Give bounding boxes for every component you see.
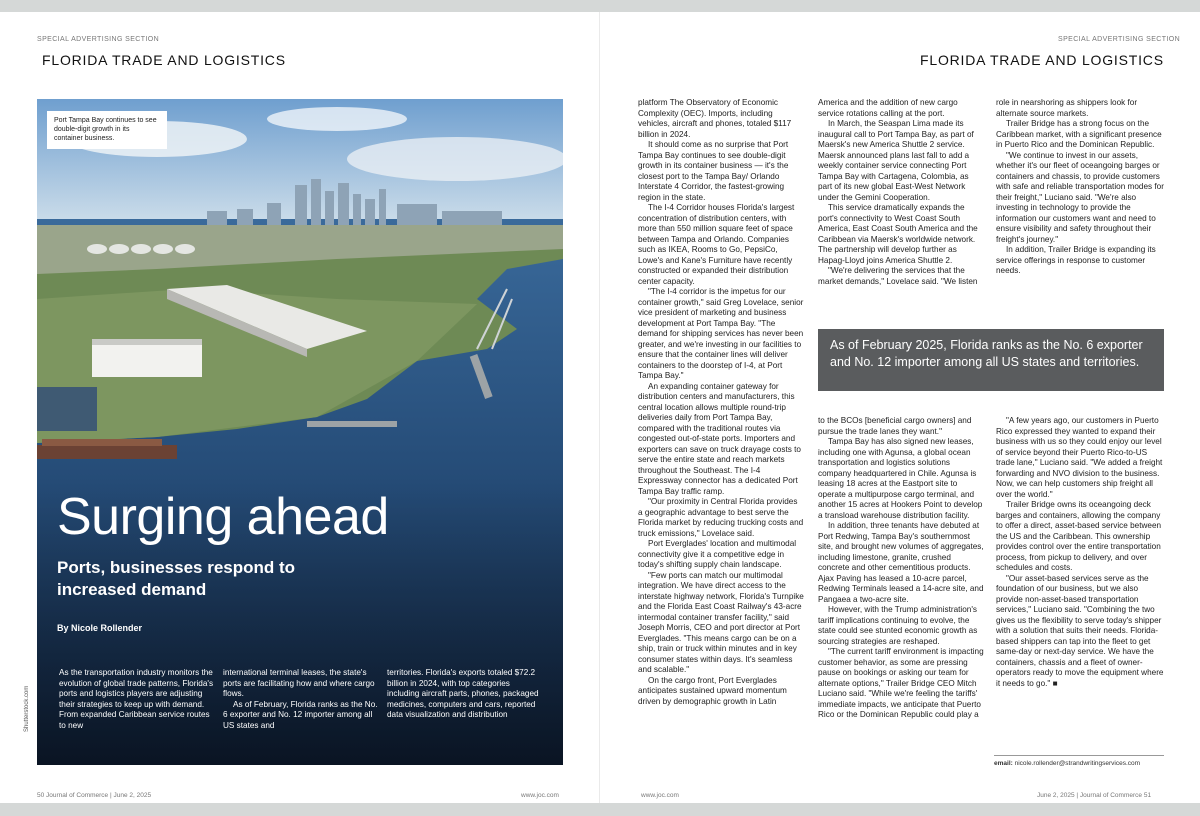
paragraph: "We're delivering the services that the market demands," Lovelace said. "We listen xyxy=(818,266,978,286)
article-column-3-top xyxy=(996,98,1164,277)
lead-paragraph: territories. Florida's exports totaled $72.2 billion in 2024, with top categories including aircraft parts, phones, packaged medicines, computers and cars, reported data visualization and distribution xyxy=(387,668,539,720)
paragraph: platform The Observatory of Economic Complexity (OEC). Imports, including vehicles, aircraft and phones, totaled $117 billion in 2024. xyxy=(638,98,792,139)
paragraph: role in nearshoring as shippers look for alternate source markets. xyxy=(996,98,1138,118)
lead-paragraph: As of February, Florida ranks as the No. 6 exporter and No. 12 importer among all US states and xyxy=(223,699,378,730)
paragraph: In addition, three tenants have debuted at Port Redwing, Tampa Bay's southernmost site, and brought new volumes of aggregates, including limestone, granite, crushed concrete and other cementitious products. Ajax Paving has leased a 10-acre parcel, Redwing Terminals leased a 14-acre site, and Pangaea a two-acre site. xyxy=(818,521,984,604)
right-page xyxy=(600,12,1200,803)
article-column-2-top xyxy=(818,98,984,287)
port-aerial-illustration xyxy=(37,99,563,765)
section-title: FLORIDA TRADE AND LOGISTICS xyxy=(920,52,1164,68)
paragraph: Trailer Bridge has a strong focus on the Caribbean market, with a significant presence in Puerto Rico and the Dominican Republic. xyxy=(996,119,1162,149)
section-title: FLORIDA TRADE AND LOGISTICS xyxy=(42,52,286,68)
paragraph: In March, the Seaspan Lima made its inaugural call to Port Tampa Bay, as part of Maersk's new America Shuttle 2 service. Maersk announced plans last fall to add a weekly container service connecting Port Tampa Bay with Cartagena, Colombia, as part of its new global East-West Network under the Gemini Cooperation. xyxy=(818,119,974,202)
lead-column-1 xyxy=(59,668,215,732)
lead-column-3 xyxy=(387,668,543,721)
photo-credit: Shutterstock.com xyxy=(24,685,30,732)
paragraph: However, with the Trump administration's tariff implications continuing to evolve, the state could see stunted economic growth as sourcing strategies are reshaped. xyxy=(818,605,978,646)
paragraph: "The current tariff environment is impacting customer behavior, as some are pressing pause on bookings or asking our team for alternate options," Trailer Bridge CEO Mitch Luciano said. "While we're feeling the tariffs' immediate impacts, we anticipate that Puerto Rico or the Dominican Republic could play a xyxy=(818,647,984,719)
top-frame-bar xyxy=(0,0,1200,12)
folio-url: www.joc.com xyxy=(641,792,679,799)
folio-right: June 2, 2025 | Journal of Commerce 51 xyxy=(1037,792,1152,799)
byline: By Nicole Rollender xyxy=(57,623,143,633)
paragraph: It should come as no surprise that Port Tampa Bay continues to see double-digit growth in its container business — it's the closest port to the Tampa Bay/ Orlando Interstate 4 Corridor, the fastest-growing region in the state. xyxy=(638,140,789,202)
paragraph: On the cargo front, Port Everglades anticipates sustained upward momentum driven by demographic growth in Latin xyxy=(638,675,787,706)
email-label: email: xyxy=(994,760,1013,767)
pull-quote: As of February 2025, Florida ranks as the No. 6 exporter and No. 12 importer among all US states and territories. xyxy=(818,329,1164,391)
left-page xyxy=(0,12,600,803)
paragraph: The I-4 Corridor houses Florida's largest concentration of distribution centers, with more than 550 million square feet of space between Tampa and Orlando. Companies such as IKEA, Rooms to Go, PepsiCo, Lowe's and Kane's Furniture have recently constructed or expanded their distribution center capacity. xyxy=(638,203,795,286)
author-email xyxy=(994,755,1164,767)
port-aerial-photo xyxy=(37,99,563,765)
subhead: Ports, businesses respond to increased demand xyxy=(57,558,296,599)
lead-column-2 xyxy=(223,668,379,732)
email-address[interactable]: nicole.rollender@strandwritingservices.com xyxy=(1014,760,1141,767)
headline: Surging ahead xyxy=(57,488,389,546)
paragraph: "Few ports can match our multimodal integration. We have direct access to the interstate highway network, Florida's Turnpike and the Florida East Coast Railway's 43-acre intermodal container transfer facility," said Joseph Morris, CEO and port director at Port Everglades. "This means cargo can be on a ship, train or truck within minutes and in key consumer states within days. It's seamless and scalable." xyxy=(638,570,804,674)
lead-paragraph: As the transportation industry monitors the evolution of global trade patterns, Florida's ports and logistics players are adjusting their strategies to keep up with demand. From expanded Caribbean service routes to new xyxy=(59,668,214,730)
folio-left: 50 Journal of Commerce | June 2, 2025 xyxy=(37,792,152,799)
paragraph: Trailer Bridge owns its oceangoing deck barges and containers, allowing the company to offer a direct, asset-based service between the US and the Caribbean. This ownership provides control over the entire transportation process, from pickup to delivery, and over schedules and costs. xyxy=(996,500,1162,572)
paragraph: This service dramatically expands the port's connectivity to West Coast South America, East Coast South America and the Caribbean via Maersk's worldwide network. The partnership will develop further as Hapag-Lloyd joins America Shuttle 2. xyxy=(818,203,978,265)
paragraph: Port Everglades' location and multimodal connectivity give it a competitive edge in today's shifting supply chain landscape. xyxy=(638,539,797,569)
paragraph: to the BCOs [beneficial cargo owners] and pursue the trade lanes they want." xyxy=(818,416,972,436)
paragraph: America and the addition of new cargo service rotations calling at the port. xyxy=(818,98,958,118)
paragraph: "We continue to invest in our assets, whether it's our fleet of oceangoing barges or containers and chassis, to provide customers with safe and reliable transportation modes for their freight," Luciano said. "We're also investing in technology to provide the information our customers want and need to ensure visibility and safety throughout their freight's journey." xyxy=(996,150,1164,244)
paragraph: "A few years ago, our customers in Puerto Rico expressed they wanted to expand their business with us so they could enjoy our level of service beyond their Puerto Rico-to-US trade lane," Luciano said. "We added a freight forwarding and NVO division to the business. Now, we can help customers ship freight all over the world." xyxy=(996,416,1163,499)
paragraph: Tampa Bay has also signed new leases, including one with Agunsa, a global ocean transportation and logistics solutions company headquartered in Chile. Agunsa is leasing 18 acres at the Eastport site to operate a multipurpose cargo terminal, and another 15 acres at Hookers Point to develop a transload warehouse distribution facility. xyxy=(818,437,983,520)
article-column-3-bottom xyxy=(996,416,1164,689)
article-column-1 xyxy=(638,98,804,707)
paragraph: "Our proximity in Central Florida provides a geographic advantage to best serve the Florida market by reducing trucking costs and truck emissions," Lovelace said. xyxy=(638,497,804,538)
photo-caption: Port Tampa Bay continues to see double-digit growth in its container business. xyxy=(47,111,167,149)
lead-paragraph: international terminal leases, the state's ports are facilitating how and where cargo flows. xyxy=(223,668,375,699)
bottom-frame-bar xyxy=(0,803,1200,816)
folio-url: www.joc.com xyxy=(521,792,559,799)
ad-label: SPECIAL ADVERTISING SECTION xyxy=(1058,36,1181,43)
paragraph: An expanding container gateway for distribution centers and manufacturers, this central location allows multiple round-trip deliveries daily from Port Tampa Bay, compared with the traditional routes via congested out-of-state ports. Importers and exporters can save on truck drayage costs to serve the entire state and reach markets throughout the Southeast. The I-4 Expressway connector has a dedicated Port Tampa Bay traffic ramp. xyxy=(638,381,801,496)
paragraph: "The I-4 corridor is the impetus for our container growth," said Greg Lovelace, senior vice president of marketing and business development at Port Tampa Bay. "The demand for shipping services has never been greater, and we're investing in our facilities to ensure that the container lines will deliver containers to the doorstep of I-4, at Port Tampa Bay." xyxy=(638,287,804,380)
article-column-2-bottom xyxy=(818,416,984,721)
ad-label: SPECIAL ADVERTISING SECTION xyxy=(37,36,160,43)
paragraph: In addition, Trailer Bridge is expanding its service offerings in response to customer needs. xyxy=(996,245,1156,275)
paragraph: "Our asset-based services serve as the foundation of our business, but we also provide non-asset-based transportation services," Luciano said. "Combining the two gives us the flexibility to serve today's shipper with a solution that suits their needs. Florida-based shippers can tap into the fleet to get same-day or next-day service. We have the containers, chassis and a fleet of owner-operators ready to move the equipment where it needs to go." ■ xyxy=(996,573,1164,688)
